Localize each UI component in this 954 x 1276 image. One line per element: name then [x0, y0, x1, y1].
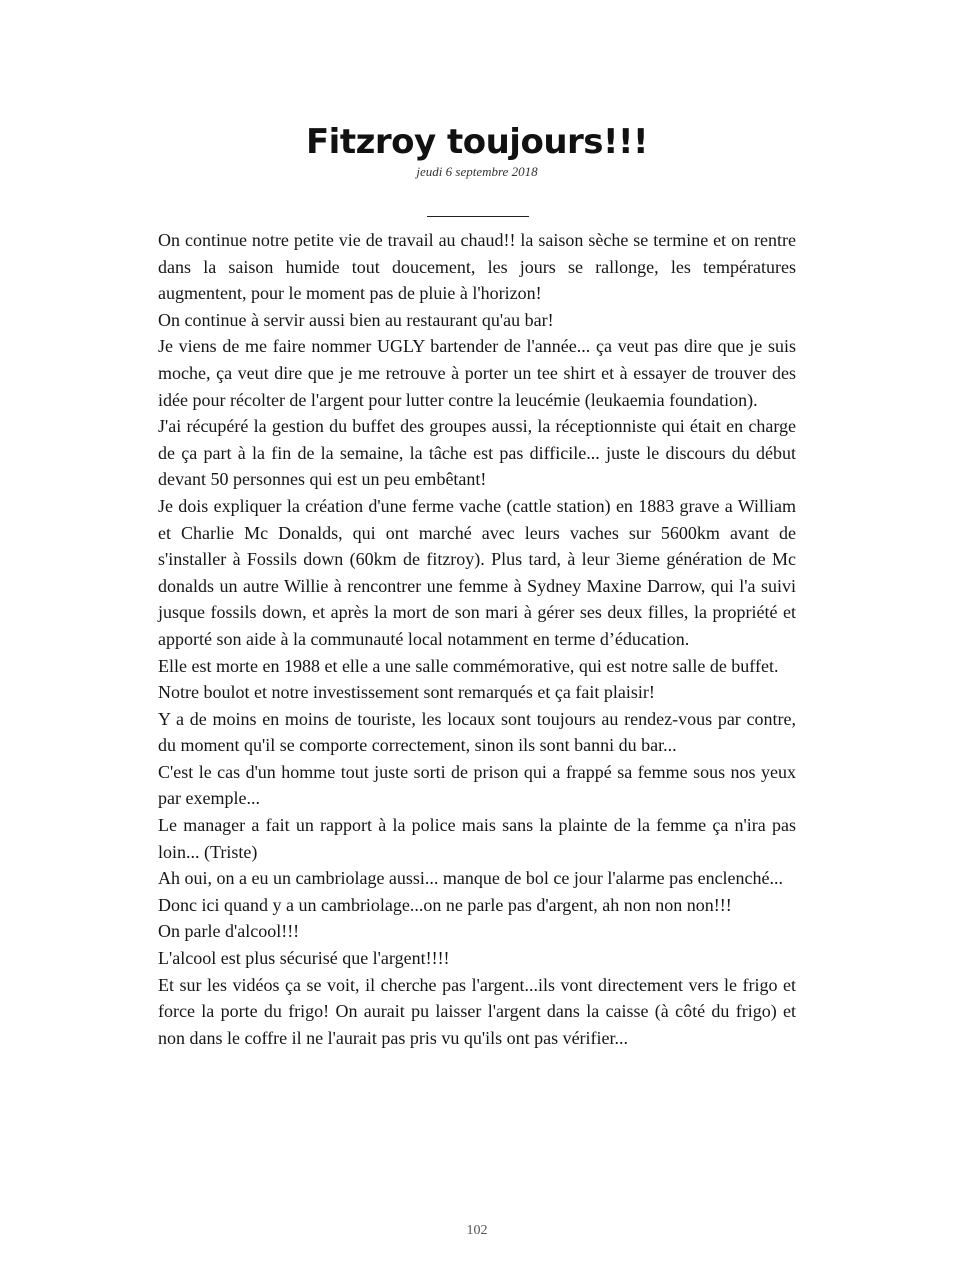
- paragraph: J'ai récupéré la gestion du buffet des groupes aussi, la réceptionniste qui était en charge de ça part à la fin de la semaine, la tâche est pas difficile... juste le discours du début devant 50 personnes qui est un peu embêtant!: [158, 416, 796, 490]
- article-body: [158, 227, 796, 1051]
- paragraph: Ah oui, on a eu un cambriolage aussi... manque de bol ce jour l'alarme pas enclenché...: [158, 868, 784, 889]
- paragraph: Elle est morte en 1988 et elle a une salle commémorative, qui est notre salle de buffet.: [158, 655, 779, 676]
- paragraph: Je dois expliquer la création d'une ferme vache (cattle station) en 1883 grave a William et Charlie Mc Donalds, qui ont marché avec leurs vaches sur 5600km avant de s'installer à Fossils down (60km de fitzroy). Plus tard, à leur 3ieme génération de Mc donalds un autre Willie à rencontrer une femme à Sydney Maxine Darrow, qui l'a suivi jusque fossils down, et après la mort de son mari à gérer ses deux filles, la propriété et apporté son aide à la communauté local notamment en terme d’éducation.: [158, 495, 796, 649]
- paragraph: L'alcool est plus sécurisé que l'argent!!!!: [158, 948, 450, 969]
- paragraph: Y a de moins en moins de touriste, les locaux sont toujours au rendez-vous par contre, du moment qu'il se comporte correctement, sinon ils sont banni du bar...: [158, 708, 796, 756]
- page-number: 102: [466, 1223, 488, 1238]
- paragraph: Notre boulot et notre investissement sont remarqués et ça fait plaisir!: [158, 682, 655, 703]
- title-separator: [427, 216, 529, 217]
- article-date: jeudi 6 septembre 2018: [416, 164, 538, 179]
- paragraph: Je viens de me faire nommer UGLY bartender de l'année... ça veut pas dire que je suis moche, ça veut dire que je me retrouve à porter un tee shirt et à essayer de trouver des idée pour récolter de l'argent pour lutter contre la leucémie (leukaemia foundation).: [158, 336, 796, 410]
- paragraph: On continue à servir aussi bien au restaurant qu'au bar!: [158, 309, 554, 330]
- paragraph: Le manager a fait un rapport à la police mais sans la plainte de la femme ça n'ira pas loin... (Triste): [158, 815, 796, 862]
- paragraph: On continue notre petite vie de travail au chaud!! la saison sèche se termine et on rentre dans la saison humide tout doucement, les jours se rallonge, les températures augmentent, pour le moment pas de pluie à l'horizon!: [158, 230, 796, 304]
- paragraph: Et sur les vidéos ça se voit, il cherche pas l'argent...ils vont directement vers le frigo et force la porte du frigo! On aurait pu laisser l'argent dans la caisse (à côté du frigo) et non dans le coffre il ne l'aurait pas pris vu qu'ils ont pas vérifier...: [158, 974, 796, 1048]
- paragraph: C'est le cas d'un homme tout juste sorti de prison qui a frappé sa femme sous nos yeux par exemple...: [158, 761, 796, 809]
- article-title: Fitzroy toujours!!!: [305, 122, 649, 162]
- paragraph: Donc ici quand y a un cambriolage...on ne parle pas d'argent, ah non non non!!!: [158, 894, 732, 915]
- paragraph: On parle d'alcool!!!: [158, 921, 300, 942]
